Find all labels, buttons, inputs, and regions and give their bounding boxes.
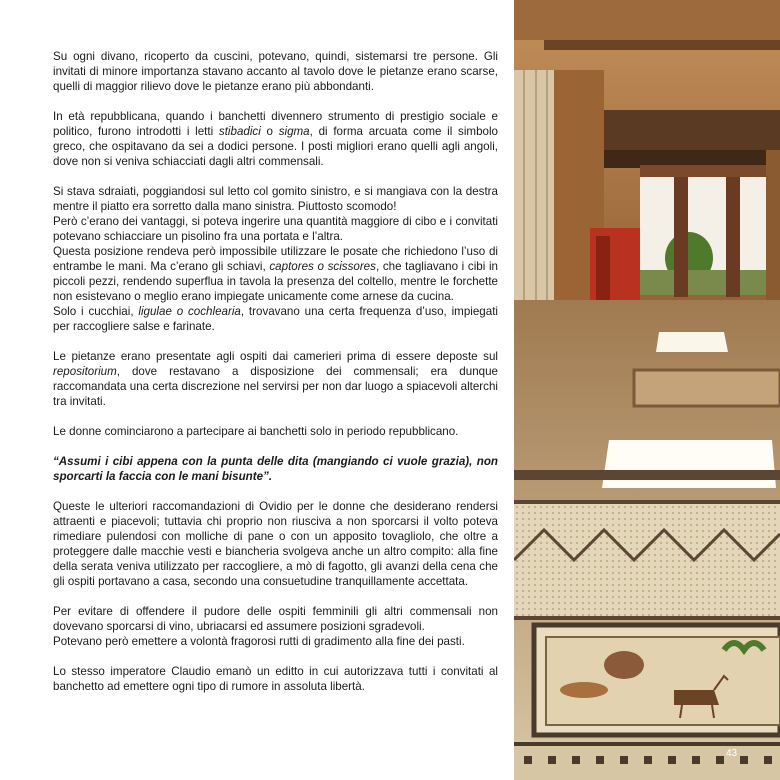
- body-paragraph: [53, 499, 498, 589]
- mosaic-deer: [674, 690, 719, 705]
- quote-paragraph: [53, 454, 498, 484]
- text-segment: Potevano però emettere a volontà fragorosi rutti di gradimento alla fine dei pasti.: [53, 635, 465, 648]
- mosaic-figure: [604, 651, 644, 679]
- text-segment: , che tagliavano i cibi in piccoli pezzi, rendendo superflua in tavola la presenza del coltello, mentre le forchette non esistevano o meglio erano impiegate unicamente come arnese da cucina.: [53, 260, 499, 303]
- sunlight-patch: [602, 440, 776, 488]
- text-segment: Però c’erano dei vantaggi, si poteva ingerire una quantità maggiore di cibo e i convitati potevano schiacciare un pisolino fra una portata e l’altra.: [53, 215, 498, 243]
- page-number: 43: [726, 748, 738, 759]
- body-paragraph: [53, 49, 498, 94]
- text-segment: , dove restavano a disposizione dei commensali; era dunque raccomandata una certa discrezione nel servirsi per non dar luogo a spiacevoli alterchi tra invitati.: [53, 365, 498, 408]
- text-segment: , di forma arcuata come il simbolo greco, che ospitavano da sei a dodici persone. I posti migliori erano quelli agli angoli, dove non si veniva schiacciati dagli altri commensali.: [53, 125, 498, 168]
- body-paragraph: [53, 349, 498, 409]
- atrium-illustration: [514, 0, 780, 780]
- back-column: [726, 175, 740, 297]
- body-paragraph: [53, 664, 498, 694]
- text-segment: Le donne cominciarono a partecipare ai banchetti solo in periodo repubblicano.: [53, 425, 459, 438]
- text-segment: “Assumi i cibi appena con la punta delle dita (mangiando ci vuole grazia), non sporcarti la faccia con le mani bisunte”.: [53, 455, 498, 483]
- text-segment: Per evitare di offendere il pudore delle ospiti femminili gli altri commensali non dovevano sporcarsi di vino, ubriacarsi ed assumere posizioni sgradevoli.: [53, 605, 498, 633]
- mosaic-band: [514, 500, 780, 620]
- back-column: [674, 175, 688, 297]
- body-paragraph: [53, 424, 498, 439]
- text-segment: , trovavano una certa frequenza d’uso, impiegati per raccogliere salse e farinate.: [53, 305, 498, 333]
- italic-term: captores o scissores: [269, 260, 376, 273]
- body-paragraph: [53, 109, 498, 169]
- ceiling-beams: [604, 110, 780, 150]
- article-text-column: [53, 49, 498, 709]
- text-segment: Si stava sdraiati, poggiandosi sul letto col gomito sinistro, e si mangiava con la destra mentre il piatto era sorretto dalla mano sinistra. Piuttosto scomodo!: [53, 185, 498, 213]
- text-segment: Su ogni divano, ricoperto da cuscini, potevano, quindi, sistemarsi tre persone. Gli invitati di minore importanza stavano accanto al tavolo dove le pietanze erano scarse, quelli di maggior rilievo dove le pietanze erano più abbondanti.: [53, 50, 498, 93]
- text-segment: Le pietanze erano presentate agli ospiti dai camerieri prima di essere deposte sul: [53, 350, 498, 363]
- body-paragraph: [53, 184, 498, 334]
- italic-term: ligulae o cochlearia: [138, 305, 241, 318]
- text-segment: o: [260, 125, 279, 138]
- italic-term: stibadici: [218, 125, 261, 138]
- text-segment: Solo i cucchiai,: [53, 305, 139, 318]
- text-segment: Queste le ulteriori raccomandazioni di Ovidio per le donne che desiderano rendersi attraenti e piacevoli; tuttavia chi proprio non riusciva a non sporcarsi il volto poteva rimediare pulendosi con molliche di pane o con un apposito tovagliolo, che oltre a proteggere dalle macchie vesti e biancheria svolgeva anche un altro compito: alla fine della serata veniva utilizzato per raccogliere, a mò di fagotto, gli avanzi della cena che gli ospiti portavano a casa, secondo una consuetudine tranquillamente accettata.: [53, 500, 498, 588]
- italic-term: sigma: [278, 125, 310, 138]
- impluvium-basin: [634, 370, 780, 406]
- text-segment: Questa posizione rendeva però impossibile utilizzare le posate che richiedono l’uso di entrambe le mani. Ma c’erano gli schiavi,: [53, 245, 498, 273]
- text-segment: Lo stesso imperatore Claudio emanò un editto in cui autorizzava tutti i convitati al banchetto ad emettere ogni tipo di rumore in assoluta libertà.: [53, 665, 498, 693]
- body-paragraph: [53, 604, 498, 649]
- text-segment: In età repubblicana, quando i banchetti divennero strumento di prestigio sociale e politico, furono introdotti i letti: [53, 110, 498, 138]
- pompeii-atrium-photo: [514, 0, 780, 780]
- italic-term: repositorium: [53, 365, 117, 378]
